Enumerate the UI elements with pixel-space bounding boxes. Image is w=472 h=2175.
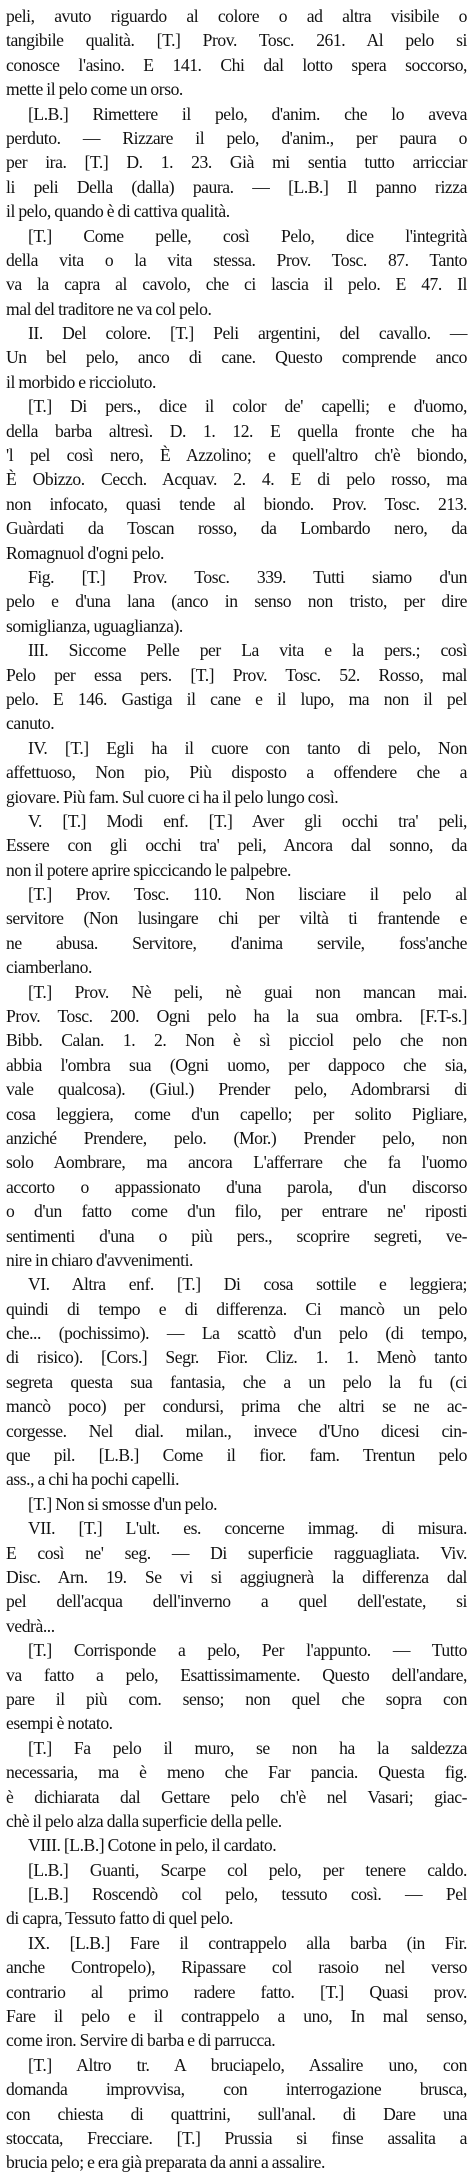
text-line: ciamberlano. [6, 957, 92, 978]
text-line: non infocato, quasi tende al biondo. Prov. Tosc. 213. [6, 493, 467, 514]
text-line: [T.] Prov. Nè peli, nè guai non mancan mai. [28, 981, 467, 1002]
text-line: cosa leggiera, come d'un capello; per solito Pigliare, [6, 1103, 467, 1124]
text-line: IV. [T.] Egli ha il cuore con tanto di pelo, Non [28, 737, 467, 758]
text-line: va fatto a pelo, Esattissimamente. Questo dell'andare, [6, 1664, 467, 1685]
text-line: non il potere aprire spiccicando le palpebre. [6, 859, 291, 880]
text-line: III. Siccome Pelle per La vita e la pers.; così [28, 640, 467, 661]
text-line: sentimenti d'una o più pers., scoprire segreti, ve- [6, 1225, 467, 1246]
text-line: segreta questa sua fantasia, che a un pelo la fu (ci [6, 1371, 467, 1392]
text-line: esempi è notato. [6, 1713, 113, 1734]
text-line: abbia l'ombra sua (Ogni uomo, per dappoco che sia, [6, 1054, 467, 1075]
text-line: vedrà... [6, 1615, 55, 1636]
text-line: Bibb. Calan. 1. 2. Non è sì picciol pelo che non [6, 1030, 467, 1051]
text-line: della barba altresì. D. 1. 12. E quella fronte che ha [6, 420, 467, 441]
text-line: II. Del colore. [T.] Peli argentini, del cavallo. — [28, 323, 467, 344]
text-line: Romagnuol d'ogni pelo. [6, 542, 164, 563]
text-line: vale qualcosa). (Giul.) Prender pelo, Adombrarsi di [6, 1079, 467, 1100]
text-line: ass., a chi ha pochi capelli. [6, 1469, 180, 1490]
text-line: Un bel pelo, anco di cane. Questo comprende anco [6, 347, 467, 368]
text-line: [L.B.] Rimettere il pelo, d'anim. che lo aveva [28, 103, 467, 124]
text-line: stoccata, Frecciare. [T.] Prussia si finse assalita a [6, 2127, 467, 2148]
text-line: Disc. Arn. 19. Se vi si aggiugnerà la differenza dal [6, 1567, 467, 1587]
text-line: domanda improvvisa, con interrogazione brusca, [6, 2079, 467, 2100]
text-line: canuto. [6, 713, 55, 734]
text-line: VI. Altra enf. [T.] Di cosa sottile e leggiera; [28, 1274, 467, 1295]
text-line: come iron. Servire di barba e di parrucca. [6, 2030, 276, 2051]
text-line: pare il più com. senso; non quel che sopra con [6, 1688, 467, 1709]
text-line: anziché Prendere, pelo. (Mor.) Prender pelo, non [6, 1127, 467, 1148]
text-line: mancò poco) per condursi, prima che altri se ne ac- [6, 1396, 467, 1417]
text-line: il pelo, quando è di cattiva qualità. [6, 201, 230, 222]
text-line: tangibile qualità. [T.] Prov. Tosc. 261. Al pelo si [6, 30, 467, 51]
text-line: [T.] Prov. Tosc. 110. Non lisciare il pelo al [28, 884, 467, 905]
text-line: accorto o appassionato d'una parola, d'un discorso [6, 1176, 467, 1197]
text-line: [T.] Altro tr. A bruciapelo, Assalire uno, con [28, 2054, 467, 2075]
text-line: Pelo per essa pers. [T.] Prov. Tosc. 52. Rosso, mal [6, 664, 467, 685]
text-line: anche Contropelo), Ripassare col rasoio nel verso [6, 1957, 467, 1978]
text-line: E così ne' seg. — Di superficie ragguagliata. Viv. [6, 1542, 467, 1563]
text-line: di capra, Tessuto fatto di quel pelo. [6, 1908, 233, 1929]
text-line: il morbido e riccioluto. [6, 371, 156, 392]
text-line: ne abusa. Servitore, d'anima servile, foss'anche [6, 932, 467, 953]
text-line: [T.] Corrisponde a pelo, Per l'appunto. — Tutto [28, 1640, 467, 1661]
text-line: VII. [T.] L'ult. es. concerne immag. di misura. [28, 1518, 467, 1539]
text-line: della vita o la vita stessa. Prov. Tosc. 87. Tanto [6, 249, 467, 270]
text-line: per ira. [T.] D. 1. 23. Già mi sentia tutto arricciar [6, 152, 467, 173]
text-line: è dichiarata dal Gettare pelo ch'è nel Vasari; giac- [6, 1786, 467, 1807]
text-line: va la capra al cavolo, che ci lascia il pelo. E 47. Il [6, 274, 467, 295]
text-line: [L.B.] Guanti, Scarpe col pelo, per tenere caldo. [28, 1859, 467, 1880]
text-line: 'l pel così nero, È Azzolino; e quell'altro ch'è biondo, [6, 445, 467, 466]
text-line: necessaria, ma è meno che Far pancia. Questa fig. [6, 1762, 467, 1783]
text-line: [T.] Fa pelo il muro, se non ha la saldezza [28, 1737, 467, 1758]
text-line: pelo. E 146. Gastiga il cane e il lupo, ma non il pel [6, 688, 467, 709]
text-line: Guàrdati da Toscan rosso, da Lombardo nero, da [6, 518, 467, 539]
text-line: mette il pelo come un orso. [6, 79, 183, 100]
text-line: IX. [L.B.] Fare il contrappelo alla barba (in Fir. [28, 1932, 467, 1953]
text-line: mal del traditore ne va col pelo. [6, 298, 212, 319]
text-line: corgesse. Nel dial. milan., invece d'Uno dicesi cin- [6, 1420, 467, 1441]
text-line: che... (pochissimo). — La scattò d'un pelo (di tempo, [6, 1323, 467, 1344]
text-line: li peli Della (dalla) paura. — [L.B.] Il panno rizza [6, 176, 467, 197]
text-line: quindi di tempo e di differenza. Ci mancò un pelo [6, 1298, 467, 1319]
text-line: somiglianza, uguaglianza). [6, 615, 183, 636]
text-line: giovare. Più fam. Sul cuore ci ha il pelo lungo così. [6, 786, 339, 807]
text-line: È Obizzo. Cecch. Acquav. 2. 4. E di pelo rosso, ma [6, 469, 467, 490]
text-line: chè il pelo alza dalla superficie della pelle. [6, 1810, 282, 1831]
text-line: con chiesta di quattrini, sull'anal. di Dare una [6, 2103, 467, 2124]
text-line: [T.] Non si smosse d'un pelo. [28, 1493, 218, 1514]
text-line: Fig. [T.] Prov. Tosc. 339. Tutti siamo d'un [28, 566, 467, 587]
text-line: [L.B.] Roscendò col pelo, tessuto così. — Pel [28, 1884, 467, 1905]
text-line: contrario al primo radere fatto. [T.] Quasi prov. [6, 1981, 467, 2002]
text-line: Fare il pelo e il contrappelo a uno, In mal senso, [6, 2006, 467, 2027]
text-line: perduto. — Rizzare il pelo, d'anim., per paura o [6, 127, 467, 148]
text-line: affettuoso, Non pio, Più disposto a offendere che a [6, 762, 467, 783]
text-line: di risico). [Cors.] Segr. Fior. Cliz. 1. 1. Menò tanto [6, 1347, 467, 1368]
text-line: peli, avuto riguardo al colore o ad altra visibile o [6, 6, 467, 26]
text-line: nire in chiaro d'avvenimenti. [6, 1249, 193, 1270]
text-line: pel dell'acqua dell'inverno a quel dell'estate, si [6, 1591, 467, 1612]
text-line: V. [T.] Modi enf. [T.] Aver gli occhi tra' peli, [28, 810, 467, 831]
text-line: servitore (Non lusingare chi per viltà ti frantende e [6, 908, 467, 929]
text-line: conosce l'asino. E 141. Chi dal lotto spera soccorso, [6, 54, 467, 75]
text-line: o d'un fatto come d'un filo, per entrare ne' riposti [6, 1201, 467, 1222]
text-line: Prov. Tosc. 200. Ogni pelo ha la sua ombra. [F.T-s.] [6, 1006, 467, 1027]
text-line: Essere con gli occhi tra' peli, Ancora dal sonno, da [6, 835, 467, 856]
text-line: [T.] Come pelle, così Pelo, dice l'integrità [28, 225, 467, 246]
text-line: pelo e d'una lana (anco in senso non tristo, per dire [6, 591, 467, 612]
text-line: solo Aombrare, ma ancora L'afferrare che fa l'uomo [6, 1152, 467, 1173]
text-line: brucia pelo; e era già preparata da anni a assalire. [6, 2152, 325, 2173]
text-line: [T.] Di pers., dice il color de' capelli; e d'uomo, [28, 396, 467, 417]
text-line: que pil. [L.B.] Come il fior. fam. Trentun pelo [6, 1445, 467, 1466]
text-line: VIII. [L.B.] Cotone in pelo, il cardato. [28, 1835, 277, 1856]
